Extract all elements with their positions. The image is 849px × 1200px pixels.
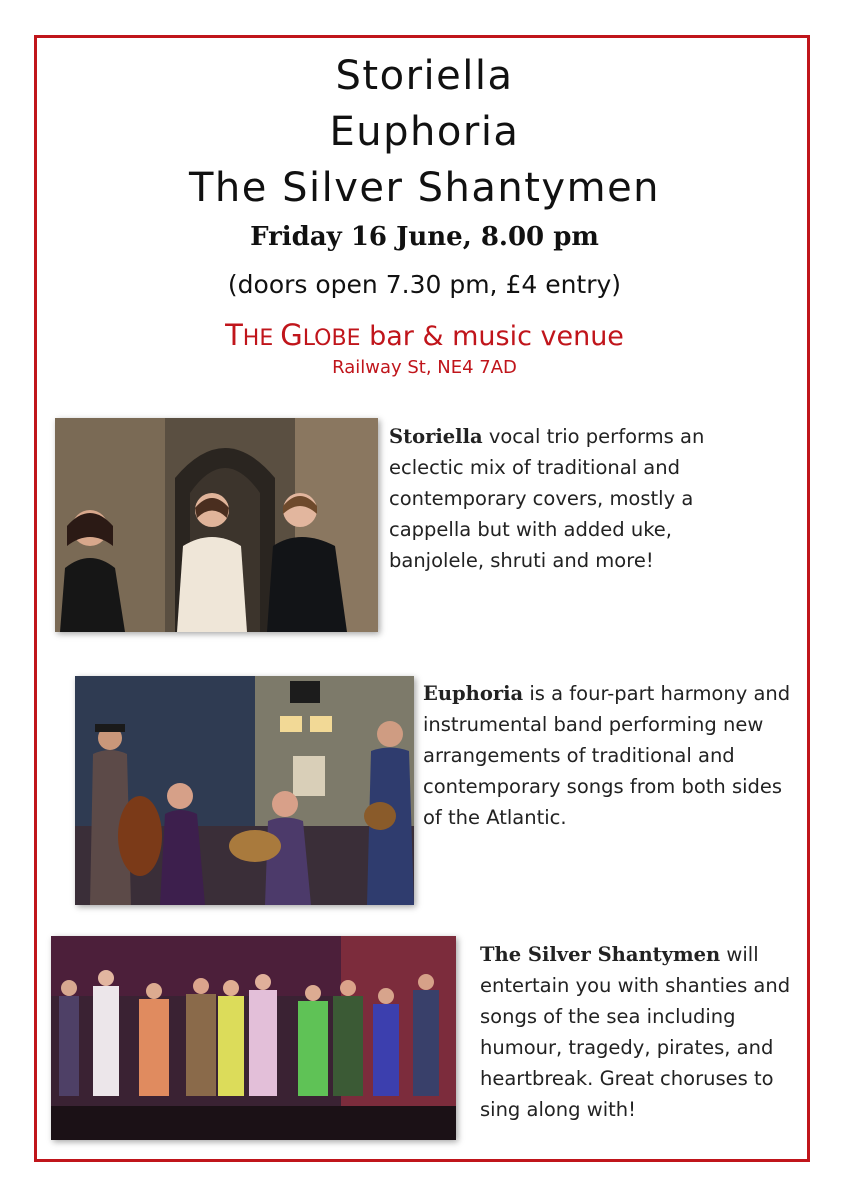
euphoria-photo [75,676,414,905]
storiella-photo [55,418,378,632]
euphoria-text: is a four-part harmony and instrumental band performing new arrangements of traditional and contemporary songs from both sides of the Atlantic. [423,682,791,829]
venue-the-rest: HE [242,326,281,351]
band-title-silver-shantymen: The Silver Shantymen [188,165,661,211]
storiella-description [389,421,754,576]
event-date: Friday 16 June, 8.00 pm [250,222,599,252]
venue-rest: bar & music venue [360,321,624,352]
storiella-text: vocal trio performs an eclectic mix of traditional and contemporary covers, mostly a cappella but with added uke, banjolele, shruti and more! [389,425,705,572]
silver-shantymen-text: will entertain you with shanties and songs of the sea including humour, tragedy, pirates, and heartbreak. Great choruses to sing along with! [480,943,791,1121]
venue-globe-initial: G [280,318,303,352]
doors-info: (doors open 7.30 pm, £4 entry) [227,270,622,299]
venue-name [0,318,849,352]
band-titles [0,48,849,216]
band-title-storiella: Storiella [335,53,514,99]
euphoria-name: Euphoria [423,682,524,705]
venue-globe-rest: LOBE [302,326,361,351]
venue-the-initial: T [225,318,243,352]
silver-shantymen-description [480,939,800,1125]
silver-shantymen-name: The Silver Shantymen [480,943,721,966]
euphoria-description [423,678,803,833]
storiella-name: Storiella [389,425,483,448]
band-title-euphoria: Euphoria [329,109,520,155]
silver-shantymen-photo [51,936,456,1140]
venue-address: Railway St, NE4 7AD [332,357,517,378]
